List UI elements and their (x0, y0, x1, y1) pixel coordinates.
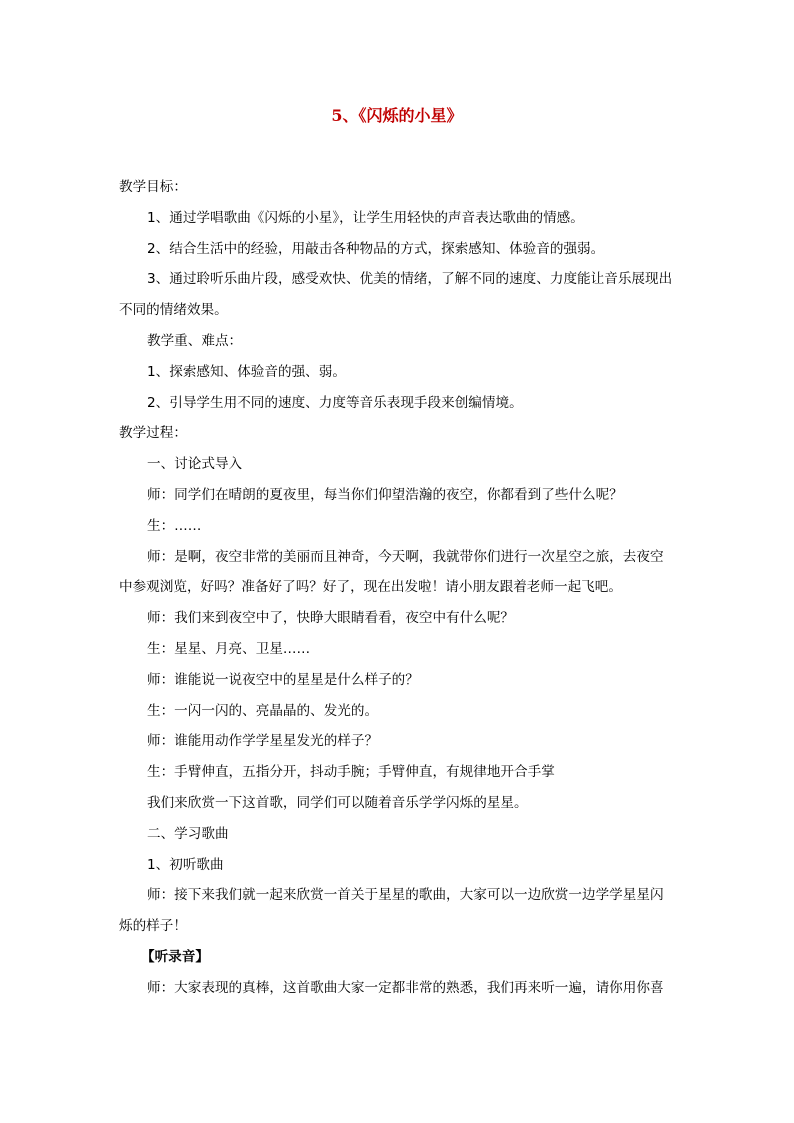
dialogue-line: 师：大家表现的真棒，这首歌曲大家一定都非常的熟悉，我们再来听一遍，请你用你喜 (147, 979, 664, 996)
objective-item-2: 2、结合生活中的经验，用敲击各种物品的方式，探索感知、体验音的强弱。 (147, 240, 605, 257)
dialogue-line: 师：谁能用动作学学星星发光的样子？ (147, 733, 379, 750)
document-title: 5、《闪烁的小星》 (331, 106, 463, 125)
dialogue-line: 生：…… (147, 517, 202, 534)
dialogue-line: 师：接下来我们就一起来欣赏一首关于星星的歌曲，大家可以一边欣赏一边学学星星闪烁的样子！ (119, 887, 664, 935)
dialogue-line: 师：谁能说一说夜空中的星星是什么样子的？ (147, 671, 419, 688)
key-point-item-1: 1、探索感知、体验音的强、弱。 (147, 363, 346, 380)
dialogue-line: 师：我们来到夜空中了，快睁大眼睛看看，夜空中有什么呢？ (147, 610, 515, 627)
section-heading-process: 教学过程： (119, 425, 187, 442)
objective-item-1: 1、通过学唱歌曲《闪烁的小星》，让学生用轻快的声音表达歌曲的情感。 (147, 209, 584, 226)
sub-step-heading: 1、初听歌曲 (147, 856, 224, 873)
section-heading-objectives: 教学目标： (119, 179, 187, 195)
key-point-item-2: 2、引导学生用不同的速度、力度等音乐表现手段来创编情境。 (147, 394, 523, 411)
dialogue-line: 生：星星、月亮、卫星…… (147, 640, 311, 657)
dialogue-line: 师：是啊，夜空非常的美丽而且神奇，今天啊，我就带你们进行一次星空之旅，去夜空中参观浏览，好吗？准备好了吗？好了，现在出发啦！请小朋友跟着老师一起飞吧。 (119, 548, 664, 596)
document-body (119, 172, 675, 1004)
dialogue-line: 生：手臂伸直，五指分开，抖动手腕；手臂伸直，有规律地开合手掌 (147, 764, 555, 781)
objective-item-3: 3、通过聆听乐曲片段，感受欢快、优美的情绪，了解不同的速度、力度能让音乐展现出不同的情绪效果。 (119, 271, 673, 319)
body-paragraph: 我们来欣赏一下这首歌，同学们可以随着音乐学学闪烁的星星。 (147, 794, 528, 811)
process-step-heading-1: 一、讨论式导入 (147, 456, 243, 473)
listen-recording-label: 【听录音】 (141, 948, 209, 965)
dialogue-line: 师：同学们在晴朗的夏夜里，每当你们仰望浩瀚的夜空，你都看到了些什么呢？ (147, 486, 623, 503)
dialogue-line: 生：一闪一闪的、亮晶晶的、发光的。 (147, 702, 379, 719)
process-step-heading-2: 二、学习歌曲 (147, 825, 229, 842)
section-heading-key-points: 教学重、难点： (147, 332, 243, 349)
